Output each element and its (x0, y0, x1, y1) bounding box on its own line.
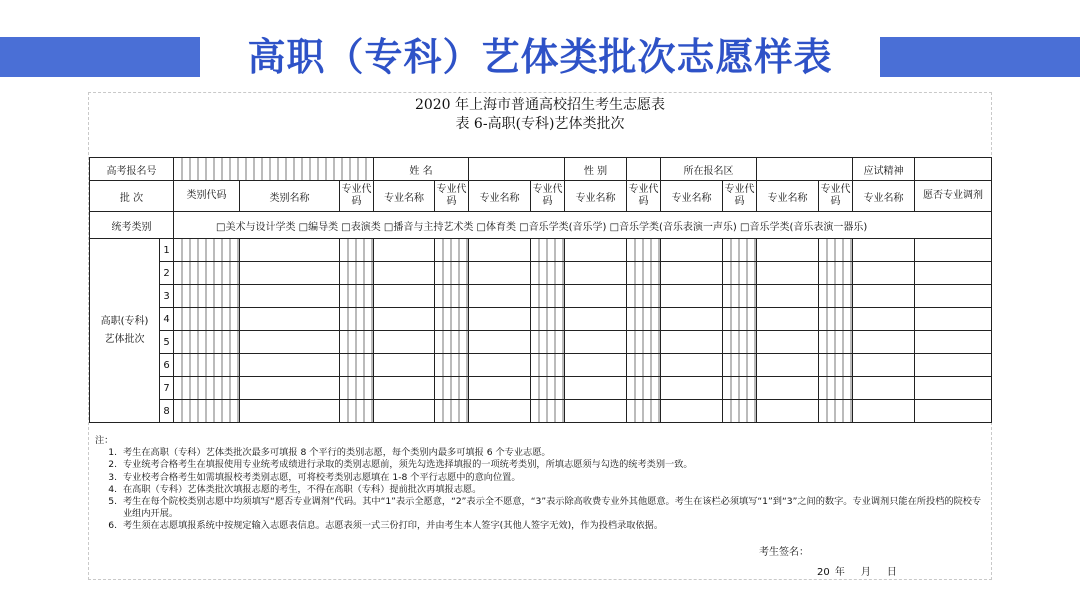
title-band-left (0, 37, 200, 77)
major-code-cell[interactable] (435, 377, 469, 400)
major-name-cell[interactable] (374, 308, 435, 331)
major-code-cell[interactable] (435, 239, 469, 262)
slide-title: 高职（专科）艺体类批次志愿样表 (247, 35, 833, 79)
major-code-cell[interactable] (819, 400, 853, 423)
major-code-cell[interactable] (627, 400, 661, 423)
major-name-cell[interactable] (853, 262, 915, 285)
note-text: 专业校考合格考生如需填报校考类别志愿，可将校考类别志愿填在 1-8 个平行志愿中的意向位置。 (123, 471, 521, 483)
choice-rows (90, 239, 992, 423)
exam-category-label: 统考类别 (90, 212, 174, 239)
note-item (95, 447, 987, 459)
adjust-cell[interactable] (915, 239, 992, 262)
note-item (95, 496, 987, 520)
form-row-exam-category (90, 212, 992, 239)
notes-list (95, 447, 987, 532)
major-code-cell[interactable] (819, 285, 853, 308)
row-number: 6 (160, 354, 174, 377)
major-name-cell[interactable] (661, 400, 723, 423)
category-code-cell[interactable] (174, 331, 240, 354)
major-code-cell[interactable] (340, 285, 374, 308)
major-name-cell[interactable] (374, 239, 435, 262)
note-number: 4. (108, 483, 117, 495)
date-year: 20 年 (817, 567, 845, 578)
category-name-cell[interactable] (240, 262, 340, 285)
category-name-cell[interactable] (240, 400, 340, 423)
adjust-cell[interactable] (915, 354, 992, 377)
choice-row (90, 400, 992, 423)
exam-category-options[interactable]: □美术与设计学类 □编导类 □表演类 □播音与主持艺术类 □体育类 □音乐学类(音乐学) □音乐学类(音乐表演一声乐) □音乐学类(音乐表演一器乐) (174, 212, 992, 239)
adjust-cell[interactable] (915, 262, 992, 285)
major-name-cell[interactable] (374, 400, 435, 423)
category-code-cell[interactable] (174, 377, 240, 400)
major-code-cell[interactable] (627, 331, 661, 354)
major-code-cell[interactable] (435, 354, 469, 377)
batch-name-line2: 艺体批次 (104, 333, 145, 345)
spirit-label: 应试精神 (853, 158, 915, 181)
note-number: 6. (108, 520, 117, 532)
name-field[interactable] (469, 158, 565, 181)
major-code-cell[interactable] (435, 331, 469, 354)
major-code-header: 专业代码 (340, 181, 374, 212)
notes-label: 注： (95, 435, 114, 446)
signature-date (817, 563, 913, 578)
major-name-cell[interactable] (374, 377, 435, 400)
major-code-cell[interactable] (723, 377, 757, 400)
major-code-cell[interactable] (531, 308, 565, 331)
major-code-cell[interactable] (819, 331, 853, 354)
major-name-cell[interactable] (757, 262, 819, 285)
row-number: 5 (160, 331, 174, 354)
major-code-cell[interactable] (340, 308, 374, 331)
major-code-cell[interactable] (819, 262, 853, 285)
major-name-cell[interactable] (565, 285, 627, 308)
major-code-cell[interactable] (723, 262, 757, 285)
note-number: 2. (108, 459, 117, 471)
major-code-cell[interactable] (627, 308, 661, 331)
major-name-cell[interactable] (469, 262, 531, 285)
adjust-cell[interactable] (915, 400, 992, 423)
batch-label: 批 次 (90, 181, 174, 212)
spirit-field[interactable] (915, 158, 992, 181)
major-code-cell[interactable] (531, 285, 565, 308)
major-name-cell[interactable] (853, 239, 915, 262)
note-text: 考生须在志愿填报系统中按规定输入志愿表信息。志愿表须一式三份打印，并由考生本人签字(其他人签字无效)，作为投档录取依据。 (123, 520, 664, 532)
exam-no-field[interactable] (174, 158, 374, 181)
major-name-cell[interactable] (565, 239, 627, 262)
major-code-cell[interactable] (435, 308, 469, 331)
major-code-header: 专业代码 (435, 181, 469, 212)
major-code-header: 专业代码 (819, 181, 853, 212)
major-code-cell[interactable] (723, 354, 757, 377)
major-name-cell[interactable] (757, 331, 819, 354)
choice-row (90, 377, 992, 400)
form-subtitle: 表 6-高职(专科)艺体类批次 (455, 116, 625, 132)
major-name-cell[interactable] (661, 285, 723, 308)
category-name-cell[interactable] (240, 377, 340, 400)
major-code-cell[interactable] (435, 285, 469, 308)
name-label: 姓 名 (374, 158, 469, 181)
major-name-cell[interactable] (853, 331, 915, 354)
category-code-cell[interactable] (174, 239, 240, 262)
adjust-cell[interactable] (915, 377, 992, 400)
major-code-cell[interactable] (627, 377, 661, 400)
major-code-cell[interactable] (435, 400, 469, 423)
major-name-cell[interactable] (565, 377, 627, 400)
category-code-cell[interactable] (174, 262, 240, 285)
category-code-cell[interactable] (174, 400, 240, 423)
row-number: 3 (160, 285, 174, 308)
major-code-cell[interactable] (340, 377, 374, 400)
major-code-cell[interactable] (627, 354, 661, 377)
batch-name-cell (90, 239, 160, 423)
major-name-cell[interactable] (757, 377, 819, 400)
major-name-cell[interactable] (469, 377, 531, 400)
major-name-cell[interactable] (661, 331, 723, 354)
choice-row (90, 239, 992, 262)
title-band-right (880, 37, 1080, 77)
application-form-table (89, 157, 992, 423)
gender-field[interactable] (627, 158, 661, 181)
major-name-cell[interactable] (757, 285, 819, 308)
category-name-header: 类别名称 (240, 181, 340, 212)
major-name-cell[interactable] (469, 400, 531, 423)
major-code-cell[interactable] (340, 354, 374, 377)
major-name-header: 专业名称 (661, 181, 723, 212)
major-name-cell[interactable] (374, 354, 435, 377)
row-number: 7 (160, 377, 174, 400)
category-name-cell[interactable] (240, 285, 340, 308)
major-code-cell[interactable] (340, 331, 374, 354)
category-name-cell[interactable] (240, 308, 340, 331)
major-code-cell[interactable] (723, 239, 757, 262)
row-number: 1 (160, 239, 174, 262)
category-code-cell[interactable] (174, 308, 240, 331)
row-number: 8 (160, 400, 174, 423)
row-number: 4 (160, 308, 174, 331)
major-code-cell[interactable] (627, 262, 661, 285)
major-code-cell[interactable] (340, 400, 374, 423)
major-name-cell[interactable] (853, 377, 915, 400)
note-item (95, 520, 987, 532)
major-name-cell[interactable] (757, 400, 819, 423)
major-code-cell[interactable] (435, 262, 469, 285)
district-label: 所在报名区 (661, 158, 757, 181)
major-code-cell[interactable] (819, 239, 853, 262)
major-name-cell[interactable] (469, 331, 531, 354)
major-name-cell[interactable] (374, 262, 435, 285)
note-item (95, 472, 987, 484)
choice-row (90, 285, 992, 308)
note-text: 考生在每个院校类别志愿中均须填写“愿否专业调剂”代码。其中“1”表示全愿意，“2”表示全不愿意，“3”表示除高收费专业外其他愿意。考生在该栏必须填写“1”到“3”之间的数字。专业调剂只能在所投档的院校专业组内开展。 (123, 496, 982, 520)
major-code-header: 专业代码 (723, 181, 757, 212)
major-name-header: 专业名称 (853, 181, 915, 212)
major-name-cell[interactable] (374, 331, 435, 354)
major-code-cell[interactable] (531, 400, 565, 423)
major-name-header: 专业名称 (757, 181, 819, 212)
major-name-header: 专业名称 (374, 181, 435, 212)
choice-row (90, 331, 992, 354)
major-code-cell[interactable] (627, 285, 661, 308)
note-text: 在高职（专科）艺体类批次填报志愿的考生，不得在高职（专科）提前批次再填报志愿。 (123, 483, 482, 495)
choice-row (90, 262, 992, 285)
major-name-header: 专业名称 (565, 181, 627, 212)
major-code-cell[interactable] (531, 354, 565, 377)
category-code-cell[interactable] (174, 354, 240, 377)
major-name-cell[interactable] (757, 308, 819, 331)
note-text: 考生在高职（专科）艺体类批次最多可填报 8 个平行的类别志愿，每个类别内最多可填报 6 个专业志愿。 (123, 447, 551, 459)
category-name-cell[interactable] (240, 239, 340, 262)
choice-row (90, 354, 992, 377)
major-code-cell[interactable] (340, 262, 374, 285)
major-code-cell[interactable] (627, 239, 661, 262)
category-name-cell[interactable] (240, 354, 340, 377)
signature-label: 考生签名： (759, 547, 809, 558)
major-code-header: 专业代码 (627, 181, 661, 212)
major-code-cell[interactable] (819, 377, 853, 400)
category-code-header: 类别代码 (174, 181, 240, 212)
major-name-cell[interactable] (565, 331, 627, 354)
major-code-cell[interactable] (723, 308, 757, 331)
note-number: 3. (108, 471, 117, 483)
major-code-cell[interactable] (531, 239, 565, 262)
application-form-sheet (88, 92, 992, 580)
note-item (95, 459, 987, 471)
gender-label: 性 别 (565, 158, 627, 181)
major-name-cell[interactable] (661, 354, 723, 377)
major-code-cell[interactable] (819, 354, 853, 377)
major-code-cell[interactable] (723, 331, 757, 354)
major-name-cell[interactable] (565, 308, 627, 331)
date-month: 月 (860, 567, 871, 578)
major-name-cell[interactable] (565, 400, 627, 423)
major-code-header: 专业代码 (531, 181, 565, 212)
form-row-header (90, 181, 992, 212)
row-number: 2 (160, 262, 174, 285)
major-name-cell[interactable] (565, 262, 627, 285)
note-number: 5. (108, 496, 117, 508)
category-code-cell[interactable] (174, 285, 240, 308)
major-code-cell[interactable] (531, 262, 565, 285)
batch-name-line1: 高职(专科) (100, 315, 149, 327)
form-row-personal-info (90, 158, 992, 181)
major-name-cell[interactable] (469, 239, 531, 262)
major-name-cell[interactable] (757, 239, 819, 262)
major-code-cell[interactable] (531, 331, 565, 354)
note-text: 专业统考合格考生在填报使用专业统考成绩进行录取的类别志愿前，须先勾选选择填报的一项统考类别，所填志愿须与勾选的统考类别一致。 (123, 459, 693, 471)
major-code-cell[interactable] (723, 400, 757, 423)
major-name-cell[interactable] (661, 262, 723, 285)
major-code-cell[interactable] (340, 239, 374, 262)
adjust-cell[interactable] (915, 285, 992, 308)
major-name-header: 专业名称 (469, 181, 531, 212)
adjust-cell[interactable] (915, 331, 992, 354)
choice-row (90, 308, 992, 331)
major-name-cell[interactable] (661, 377, 723, 400)
major-name-cell[interactable] (661, 239, 723, 262)
district-field[interactable] (757, 158, 853, 181)
major-name-cell[interactable] (469, 285, 531, 308)
major-code-cell[interactable] (723, 285, 757, 308)
major-name-cell[interactable] (565, 354, 627, 377)
adjust-header: 愿否专业调剂 (915, 181, 992, 212)
major-name-cell[interactable] (853, 285, 915, 308)
note-number: 1. (108, 447, 117, 459)
form-notes (95, 435, 987, 533)
note-item (95, 484, 987, 496)
adjust-cell[interactable] (915, 308, 992, 331)
form-title: 2020 年上海市普通高校招生考生志愿表 (414, 97, 666, 113)
major-name-cell[interactable] (661, 308, 723, 331)
major-name-cell[interactable] (853, 308, 915, 331)
major-name-cell[interactable] (469, 354, 531, 377)
major-code-cell[interactable] (819, 308, 853, 331)
date-day: 日 (886, 567, 897, 578)
major-name-cell[interactable] (757, 354, 819, 377)
major-name-cell[interactable] (469, 308, 531, 331)
exam-no-label: 高考报名号 (90, 158, 174, 181)
major-name-cell[interactable] (853, 400, 915, 423)
major-name-cell[interactable] (853, 354, 915, 377)
major-code-cell[interactable] (531, 377, 565, 400)
category-name-cell[interactable] (240, 331, 340, 354)
major-name-cell[interactable] (374, 285, 435, 308)
